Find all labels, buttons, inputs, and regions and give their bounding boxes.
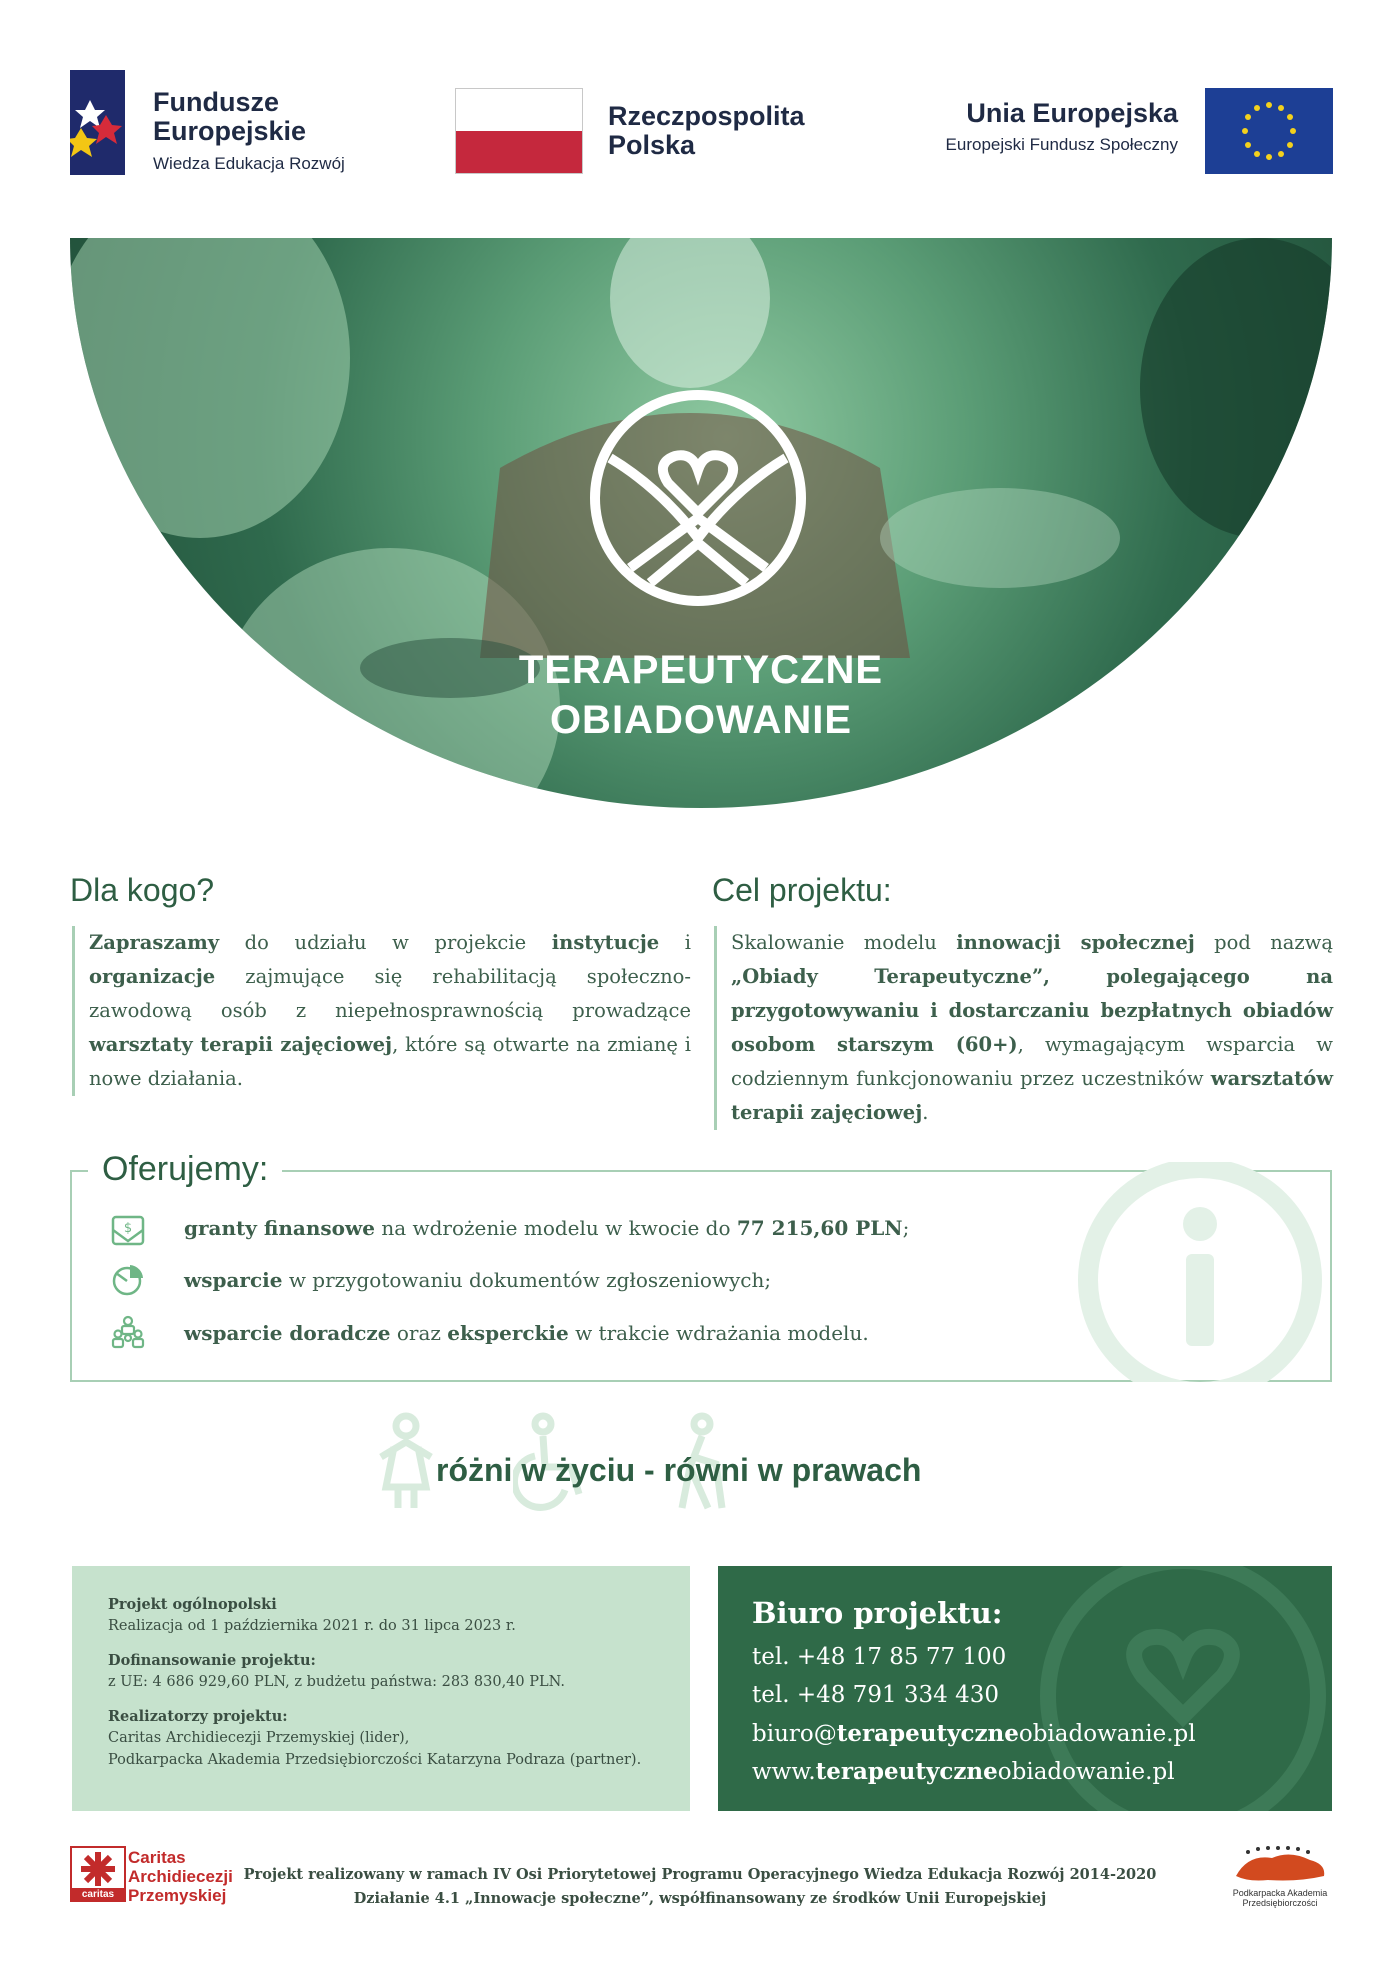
person-icon <box>366 1412 446 1512</box>
left-p-2: instytucje <box>551 931 660 954</box>
left-paragraph <box>72 926 691 1096</box>
hero-photo <box>70 238 1332 808</box>
info-k2: Dofinansowanie projektu: <box>108 1652 316 1669</box>
info-v1: Realizacja od 1 października 2021 r. do 31 lipca 2023 r. <box>108 1618 516 1634</box>
offer-3-part-0: wsparcie doradcze <box>184 1321 391 1345</box>
offer-3-part-1: oraz <box>390 1321 448 1345</box>
project-office-box <box>718 1566 1332 1811</box>
left-p-3: i <box>659 931 692 954</box>
left-p-5: zajmujące się rehabilitacją społeczno-zawodową osób z niepełnosprawnością prowadzące <box>89 965 691 1022</box>
pie-chart-icon <box>110 1262 146 1302</box>
www-pre: www. <box>752 1759 816 1785</box>
right-p-1: innowacji społecznej <box>956 931 1195 954</box>
svg-text:$: $ <box>123 1221 133 1236</box>
offer-2-part-1: w przygotowaniu dokumentów zgłoszeniowych; <box>282 1268 772 1292</box>
project-info-box <box>72 1566 690 1811</box>
ue-line2: Europejski Fundusz Społeczny <box>945 135 1178 154</box>
paip-line1: Podkarpacka Akademia <box>1232 1888 1328 1898</box>
office-website[interactable] <box>752 1758 1175 1785</box>
info-v3: Caritas Archidiecezji Przemyskiej (lider), <box>108 1730 410 1746</box>
offer-1-part-2: 77 215,60 PLN <box>736 1216 903 1240</box>
fe-stars-icon <box>70 70 125 175</box>
email-pre: biuro@ <box>752 1721 837 1747</box>
pl-line2: Polska <box>608 130 696 160</box>
eu-flag-icon <box>1205 88 1333 174</box>
hero-title-1: TERAPEUTYCZNE <box>518 648 884 692</box>
footer-line1: Projekt realizowany w ramach IV Osi Priorytetowej Programu Operacyjnego Wiedza Edukacja Rozwój 2014-2020 <box>243 1866 1157 1883</box>
poland-flag-icon <box>455 88 583 174</box>
office-tel2[interactable]: tel. +48 791 334 430 <box>752 1682 1000 1708</box>
offer-item-2 <box>184 1268 771 1292</box>
right-p-6: . <box>922 1101 929 1124</box>
info-v4: Podkarpacka Akademia Przedsiębiorczości Katarzyna Podraza (partner). <box>108 1752 642 1768</box>
right-p-5: warsztatów terapii zajęciowej <box>731 1067 1333 1124</box>
ue-line1: Unia Europejska <box>966 98 1178 128</box>
fundusze-europejskie-logo <box>70 70 360 175</box>
right-p-2: pod nazwą <box>1194 931 1333 954</box>
offer-2-part-0: wsparcie <box>184 1268 283 1292</box>
email-bold: terapeutyczne <box>836 1720 1019 1747</box>
footer-note <box>0 1863 1400 1911</box>
offer-1-part-0: granty finansowe <box>184 1216 375 1240</box>
left-p-1: do udziału w projekcie <box>219 931 552 954</box>
footer-line2: Działanie 4.1 „Innowacje społeczne”, współfinansowany ze środków Unii Europejskiej <box>353 1890 1047 1907</box>
team-icon <box>110 1314 146 1354</box>
right-p-4: , wymagającym wsparcia w codziennym funkcjonowaniu przez uczestników <box>731 1033 1333 1090</box>
left-p-4: organizacje <box>89 965 216 988</box>
hero-title-2: OBIADOWANIE <box>549 698 853 742</box>
offer-heading: Oferujemy: <box>88 1150 282 1189</box>
slogan: różni w życiu - równi w prawach <box>436 1452 922 1488</box>
office-title: Biuro projektu: <box>752 1596 1003 1630</box>
fe-line1: Fundusze <box>153 87 279 117</box>
paip-line2: Przedsiębiorczości <box>1242 1898 1318 1908</box>
offer-item-3 <box>184 1321 869 1345</box>
info-k1: Projekt ogólnopolski <box>108 1596 277 1613</box>
right-p-3: „Obiady Terapeutyczne”, polegającego na przygotowywaniu i dostarczaniu bezpłatnych obiadów osobom starszym (60+) <box>731 965 1333 1056</box>
info-k3: Realizatorzy projektu: <box>108 1708 288 1725</box>
www-post: obiadowanie.pl <box>997 1759 1175 1785</box>
caritas-line3: Przemyskiej <box>128 1886 227 1905</box>
paip-logo-icon <box>1228 1846 1332 1892</box>
offer-item-1 <box>184 1216 909 1240</box>
money-envelope-icon <box>110 1212 146 1252</box>
left-p-7: , które są otwarte na zmianę i nowe działania. <box>89 1033 691 1090</box>
email-post: obiadowanie.pl <box>1018 1721 1196 1747</box>
left-p-0: Zapraszamy <box>89 931 220 954</box>
left-heading: Dla kogo? <box>70 872 215 908</box>
right-heading: Cel projektu: <box>712 872 892 908</box>
www-bold: terapeutyczne <box>815 1758 998 1785</box>
office-email[interactable] <box>752 1720 1196 1747</box>
caritas-small: caritas <box>81 1889 115 1900</box>
right-p-0: Skalowanie modelu <box>731 931 957 954</box>
office-tel1[interactable]: tel. +48 17 85 77 100 <box>752 1644 1007 1670</box>
offer-1-part-3: ; <box>902 1216 910 1240</box>
offer-3-part-3: w trakcie wdrażania modelu. <box>568 1321 869 1345</box>
offer-1-part-1: na wdrożenie modelu w kwocie do <box>374 1216 737 1240</box>
info-v2: z UE: 4 686 929,60 PLN, z budżetu państwa: 283 830,40 PLN. <box>108 1674 565 1690</box>
info-watermark-icon <box>1062 1162 1332 1382</box>
pl-line1: Rzeczpospolita <box>608 101 805 131</box>
left-p-6: warsztaty terapii zajęciowej <box>89 1033 393 1056</box>
paip-name <box>1214 1888 1346 1908</box>
caritas-line1: Caritas <box>128 1848 186 1867</box>
fe-line2: Europejskie <box>153 116 307 146</box>
offer-3-part-2: eksperckie <box>447 1321 569 1345</box>
fe-line3: Wiedza Edukacja Rozwój <box>153 154 345 173</box>
caritas-line2: Archidiecezji <box>128 1867 233 1886</box>
right-paragraph <box>714 926 1333 1130</box>
